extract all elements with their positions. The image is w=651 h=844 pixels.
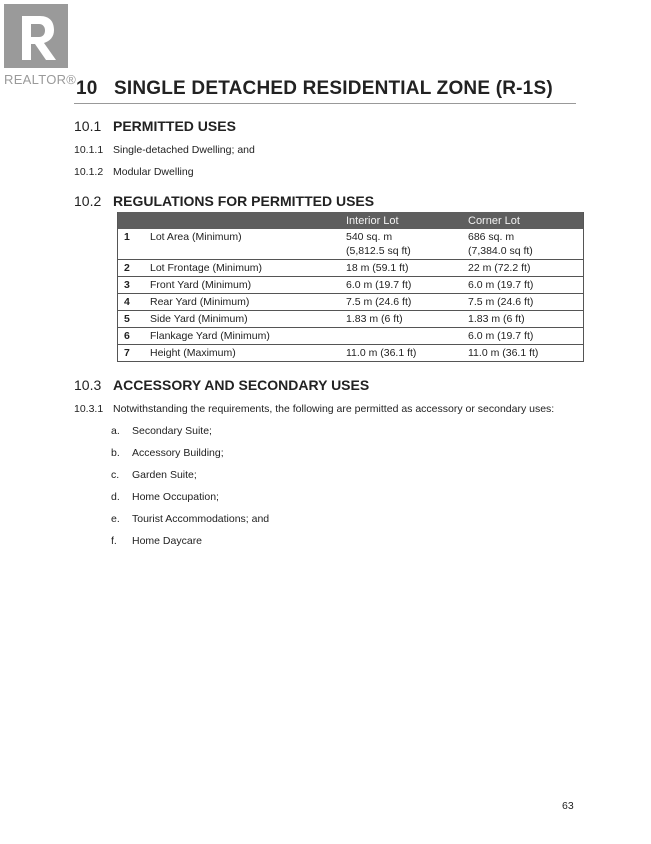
corner-value: 1.83 m (6 ft) [462, 311, 584, 328]
heading-divider [74, 103, 576, 104]
row-label: Lot Area (Minimum) [144, 229, 340, 260]
item-letter: e. [111, 513, 120, 525]
subsection-number: 10.2 [74, 193, 102, 209]
corner-value: 6.0 m (19.7 ft) [462, 328, 584, 345]
list-item [111, 491, 219, 503]
table-row [118, 229, 584, 260]
corner-value-line: 686 sq. m [468, 231, 515, 243]
item-letter: a. [111, 425, 120, 437]
row-label: Front Yard (Minimum) [144, 277, 340, 294]
table-header-row [118, 212, 584, 229]
table-header-cell [144, 212, 340, 229]
section-number: 10 [76, 78, 98, 99]
item-letter: f. [111, 535, 117, 547]
accessory-uses-heading [74, 377, 369, 393]
interior-value: 18 m (59.1 ft) [340, 260, 462, 277]
section-title: SINGLE DETACHED RESIDENTIAL ZONE (R-1S) [114, 78, 553, 99]
item-number: 10.1.1 [74, 144, 104, 156]
row-number: 7 [118, 345, 145, 362]
interior-value: 11.0 m (36.1 ft) [340, 345, 462, 362]
corner-value: 11.0 m (36.1 ft) [462, 345, 584, 362]
item-number: 10.3.1 [74, 403, 104, 415]
item-text: Tourist Accommodations; and [132, 513, 270, 525]
permitted-uses-heading [74, 118, 236, 134]
row-label: Flankage Yard (Minimum) [144, 328, 340, 345]
subsection-title: PERMITTED USES [113, 118, 236, 134]
section-heading [76, 78, 553, 100]
corner-value: 6.0 m (19.7 ft) [462, 277, 584, 294]
row-label: Rear Yard (Minimum) [144, 294, 340, 311]
interior-value-line: 540 sq. m [346, 231, 393, 243]
row-number: 6 [118, 328, 145, 345]
list-item [111, 469, 197, 481]
item-number: 10.1.2 [74, 166, 104, 178]
item-text: Accessory Building; [132, 447, 224, 459]
subsection-title: REGULATIONS FOR PERMITTED USES [113, 193, 375, 209]
item-text: Home Daycare [132, 535, 203, 547]
item-text: Modular Dwelling [113, 166, 194, 178]
interior-value: 7.5 m (24.6 ft) [340, 294, 462, 311]
table-row [118, 328, 584, 345]
list-item [111, 535, 202, 547]
table-header-corner: Corner Lot [462, 212, 584, 229]
corner-value [462, 229, 584, 260]
page-number: 63 [562, 800, 574, 812]
row-number: 1 [118, 229, 145, 260]
subsection-number: 10.1 [74, 118, 102, 134]
row-label: Side Yard (Minimum) [144, 311, 340, 328]
realtor-logo-text: REALTOR® [4, 72, 77, 87]
interior-value: 6.0 m (19.7 ft) [340, 277, 462, 294]
table-header-interior: Interior Lot [340, 212, 462, 229]
item-text: Secondary Suite; [132, 425, 212, 437]
regulations-heading [74, 193, 374, 209]
table-row [118, 277, 584, 294]
row-number: 2 [118, 260, 145, 277]
interior-value [340, 328, 462, 345]
row-label: Lot Frontage (Minimum) [144, 260, 340, 277]
subsection-number: 10.3 [74, 377, 102, 393]
list-item [74, 166, 194, 178]
item-letter: b. [111, 447, 120, 459]
realtor-watermark [4, 4, 77, 88]
regulations-table [117, 212, 584, 362]
list-item [111, 425, 212, 437]
interior-value: 1.83 m (6 ft) [340, 311, 462, 328]
row-label: Height (Maximum) [144, 345, 340, 362]
realtor-logo-icon [4, 4, 68, 68]
corner-value-line: (7,384.0 sq ft) [468, 245, 533, 257]
item-text: Single-detached Dwelling; and [113, 144, 255, 156]
corner-value: 22 m (72.2 ft) [462, 260, 584, 277]
subsection-title: ACCESSORY AND SECONDARY USES [113, 377, 370, 393]
item-text: Home Occupation; [132, 491, 219, 503]
row-number: 3 [118, 277, 145, 294]
item-text: Garden Suite; [132, 469, 197, 481]
row-number: 5 [118, 311, 145, 328]
accessory-intro [74, 403, 554, 415]
table-row [118, 294, 584, 311]
item-letter: c. [111, 469, 120, 481]
interior-value [340, 229, 462, 260]
table-row [118, 311, 584, 328]
list-item [111, 513, 269, 525]
list-item [74, 144, 255, 156]
row-number: 4 [118, 294, 145, 311]
item-letter: d. [111, 491, 120, 503]
interior-value-line: (5,812.5 sq ft) [346, 245, 411, 257]
corner-value: 7.5 m (24.6 ft) [462, 294, 584, 311]
table-row [118, 345, 584, 362]
item-text: Notwithstanding the requirements, the following are permitted as accessory or secondary uses: [113, 403, 555, 415]
table-header-cell [118, 212, 145, 229]
list-item [111, 447, 224, 459]
table-row [118, 260, 584, 277]
